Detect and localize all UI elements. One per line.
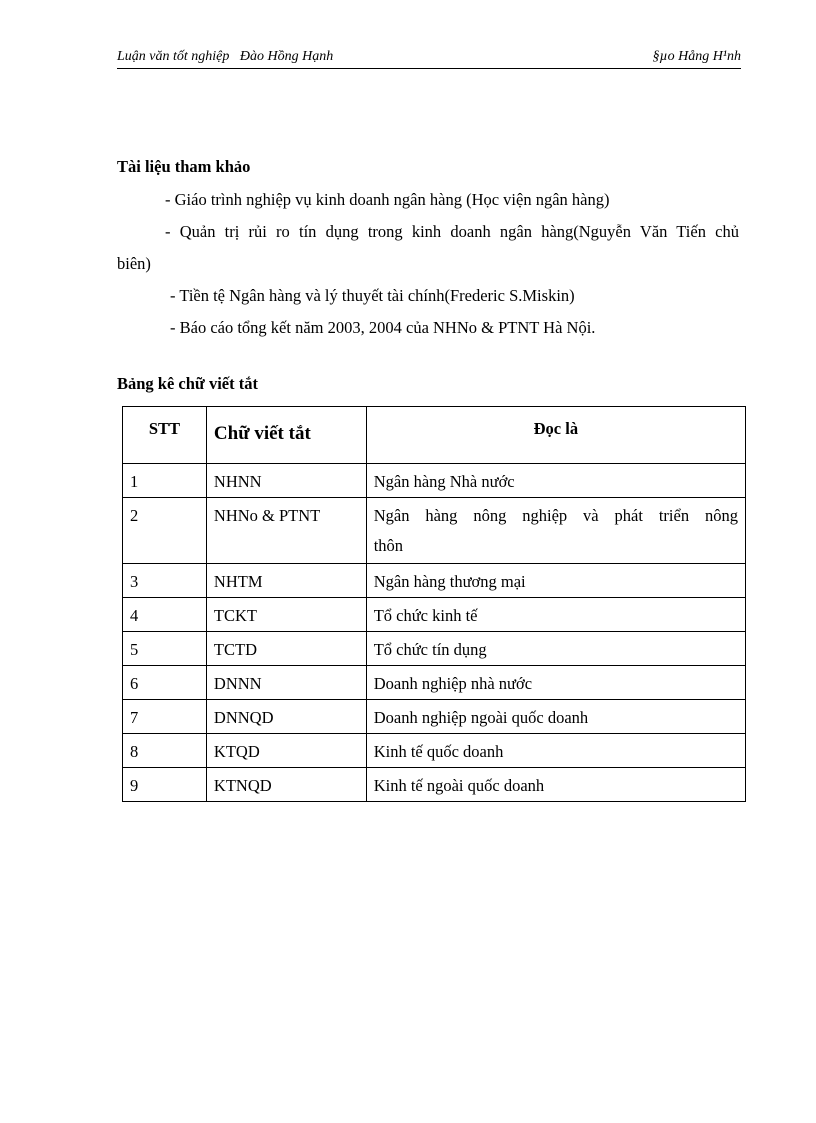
header-left-text: Luận văn tốt nghiệp Đào Hồng Hạnh (117, 49, 334, 64)
table-header-row (123, 407, 746, 464)
cell-abbreviation: TCTD (206, 632, 366, 666)
cell-abbreviation: NHNN (206, 464, 366, 498)
cell-stt: 9 (123, 768, 207, 802)
table-row (123, 498, 746, 564)
cell-meaning-line-1: Ngân hàng nông nghiệp và phát triển nông (373, 506, 738, 525)
cell-abbreviation: KTQD (206, 734, 366, 768)
column-header-meaning: Đọc là (366, 407, 745, 464)
cell-abbreviation: NHNo & PTNT (206, 498, 366, 564)
table-row (123, 598, 746, 632)
column-header-abbreviation: Chữ viết tắt (206, 407, 366, 464)
cell-meaning: Ngân hàng thương mại (366, 564, 745, 598)
cell-meaning: Ngân hàng Nhà nước (366, 464, 745, 498)
table-row (123, 768, 746, 802)
table-row (123, 632, 746, 666)
cell-abbreviation: TCKT (206, 598, 366, 632)
reference-item-1: - Giáo trình nghiệp vụ kinh doanh ngân hàng (Học viện ngân hàng) (165, 190, 610, 209)
header-right-text: §µo Hång H¹nh (652, 49, 741, 64)
column-header-stt: STT (123, 407, 207, 464)
table-row (123, 464, 746, 498)
cell-abbreviation: KTNQD (206, 768, 366, 802)
cell-stt: 5 (123, 632, 207, 666)
reference-item-2-continuation: biên) (117, 254, 151, 273)
cell-stt: 6 (123, 666, 207, 700)
page-header (117, 48, 741, 69)
cell-abbreviation: NHTM (206, 564, 366, 598)
cell-meaning: Tổ chức tín dụng (366, 632, 745, 666)
cell-meaning: Kinh tế quốc doanh (366, 734, 745, 768)
cell-stt: 4 (123, 598, 207, 632)
reference-item-4: - Báo cáo tổng kết năm 2003, 2004 của NHNo & PTNT Hà Nội. (170, 318, 596, 337)
cell-meaning-line-2: thôn (373, 536, 404, 555)
cell-meaning (366, 498, 745, 564)
cell-stt: 1 (123, 464, 207, 498)
cell-stt: 7 (123, 700, 207, 734)
cell-stt: 2 (123, 498, 207, 564)
table-row (123, 666, 746, 700)
table-row (123, 734, 746, 768)
reference-item-2: - Quản trị rủi ro tín dụng trong kinh doanh ngân hàng(Nguyễn Văn Tiến chủ (165, 222, 739, 241)
cell-meaning: Doanh nghiệp ngoài quốc doanh (366, 700, 745, 734)
reference-item-3: - Tiền tệ Ngân hàng và lý thuyết tài chính(Frederic S.Miskin) (170, 286, 575, 305)
references-title: Tài liệu tham khảo (117, 157, 251, 176)
cell-stt: 3 (123, 564, 207, 598)
cell-meaning: Tổ chức kinh tế (366, 598, 745, 632)
cell-meaning: Doanh nghiệp nhà nước (366, 666, 745, 700)
cell-abbreviation: DNNQD (206, 700, 366, 734)
cell-meaning: Kinh tế ngoài quốc doanh (366, 768, 745, 802)
cell-abbreviation: DNNN (206, 666, 366, 700)
abbreviations-title: Bảng kê chữ viết tắt (117, 374, 258, 393)
table-row (123, 700, 746, 734)
cell-stt: 8 (123, 734, 207, 768)
table-row (123, 564, 746, 598)
abbreviations-table (122, 406, 746, 802)
